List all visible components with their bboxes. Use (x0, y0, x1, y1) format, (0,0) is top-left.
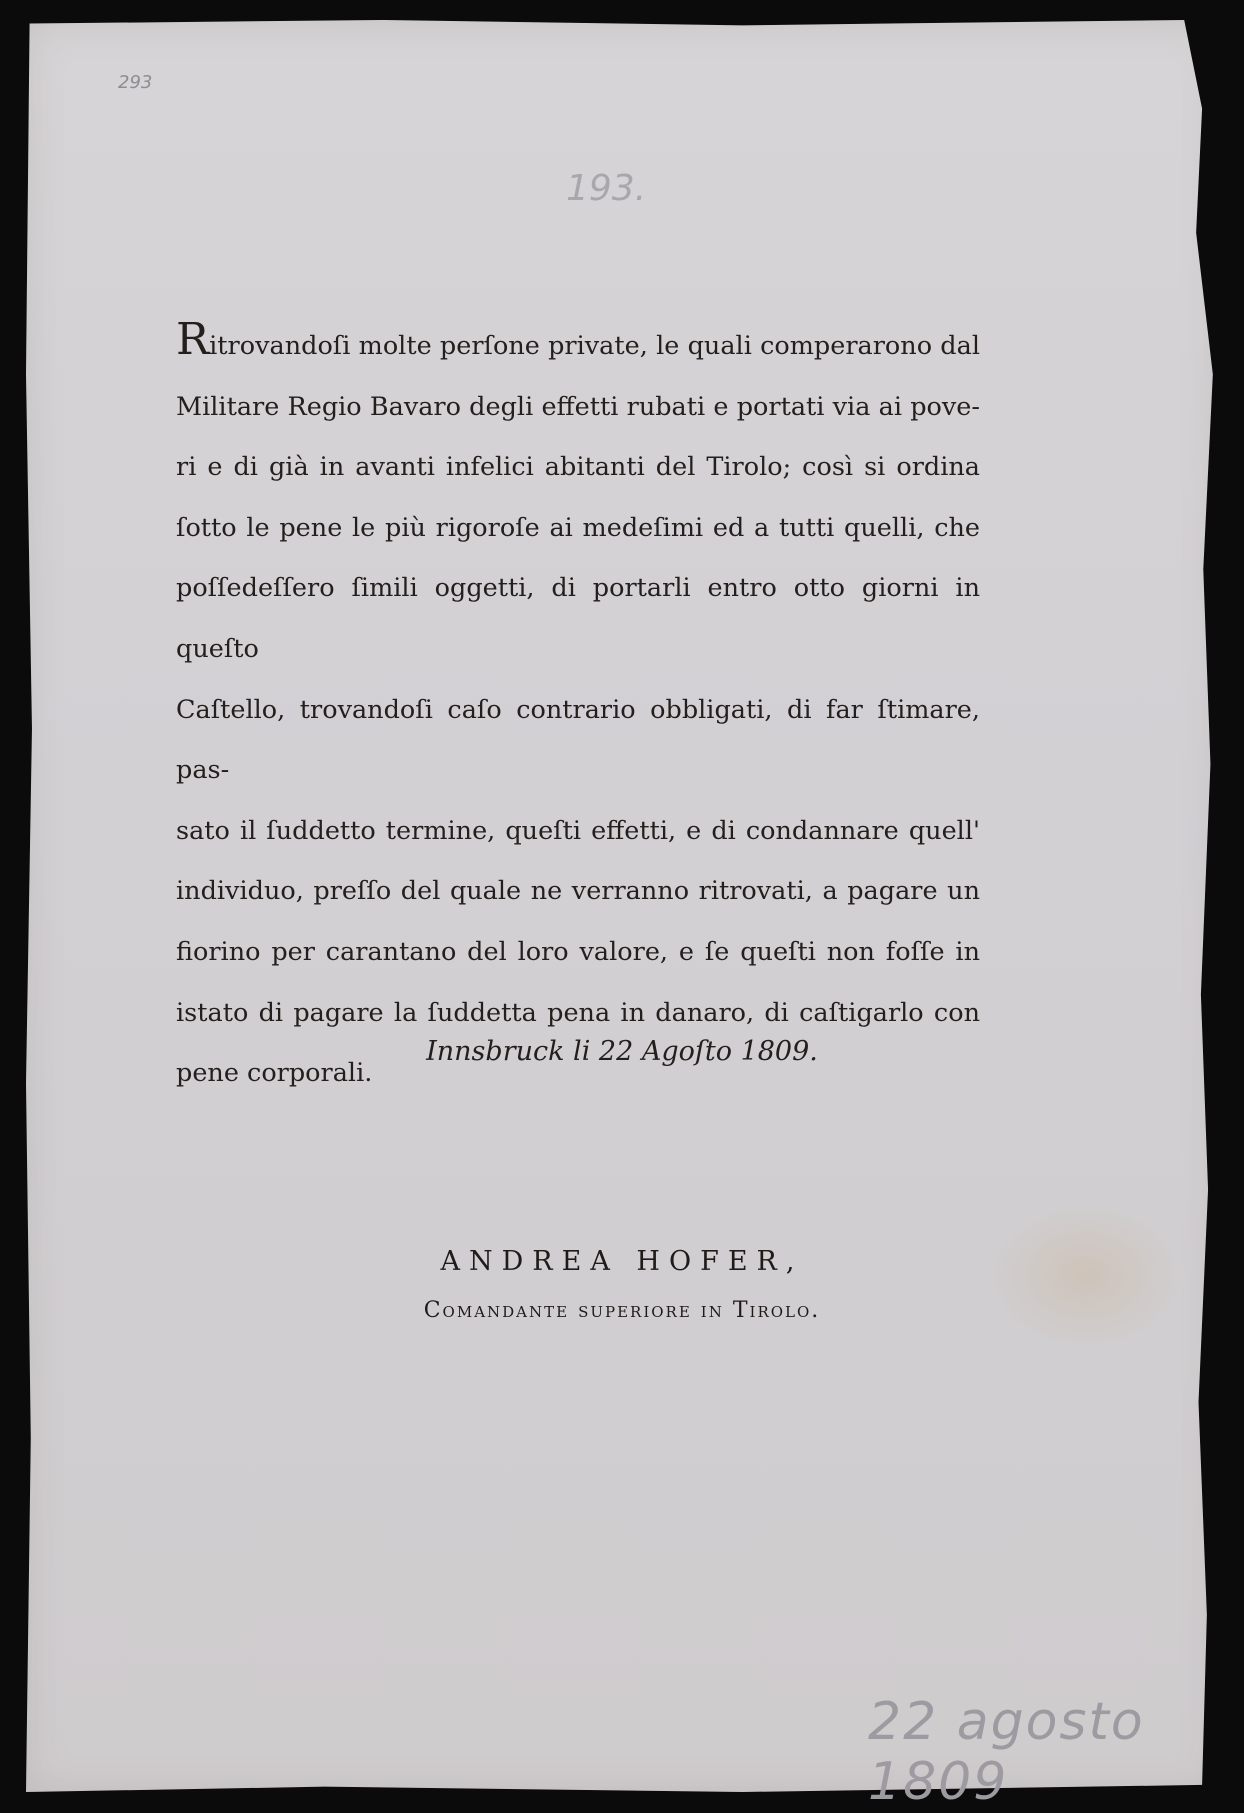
body-line-1: Ritrovandoſi molte perſone private, le quali comperarono dal (176, 314, 980, 365)
body-line-4: ſotto le pene le più rigoroſe ai medeſimi ed a tutti quelli, che (176, 512, 980, 543)
date-line: Innsbruck li 22 Agoſto 1809. (426, 1036, 818, 1067)
signature-title: Comandante superiore in Tirolo. (423, 1298, 821, 1323)
proclamation-body (176, 316, 980, 1104)
body-line-2: Militare Regio Bavaro degli effetti rubati e portati via ai pove- (176, 391, 980, 422)
archive-number-top-center: 193. (566, 168, 647, 209)
archive-number-top-left: 293 (118, 72, 153, 93)
body-line-8: individuo, preſſo del quale ne verranno ritrovati, a pagare un (176, 876, 980, 907)
body-line-6: Caſtello, trovandoſi caſo contrario obbligati, di far ſtimare, pas- (176, 694, 980, 786)
body-line-5: poſſedeſſero ſimili oggetti, di portarli entro otto giorni in queſto (176, 573, 980, 664)
handwritten-date-bottom: 22 agosto 1809 (868, 1692, 1145, 1812)
body-line-3: ri e di già in avanti infelici abitanti del Tirolo; così si ordina (176, 452, 980, 483)
signature-name: ANDREA HOFER, (440, 1246, 804, 1277)
body-line-9: fiorino per carantano del loro valore, e ſe queſti non foſſe in (176, 936, 980, 967)
body-line-7: sato il ſuddetto termine, queſti effetti, e di condannare quell' (176, 815, 980, 846)
body-line-10: istato di pagare la ſuddetta pena in danaro, di caſtigarlo con (176, 997, 980, 1028)
body-line-11: pene corporali. (176, 1058, 373, 1089)
initial-letter: R (176, 314, 210, 365)
